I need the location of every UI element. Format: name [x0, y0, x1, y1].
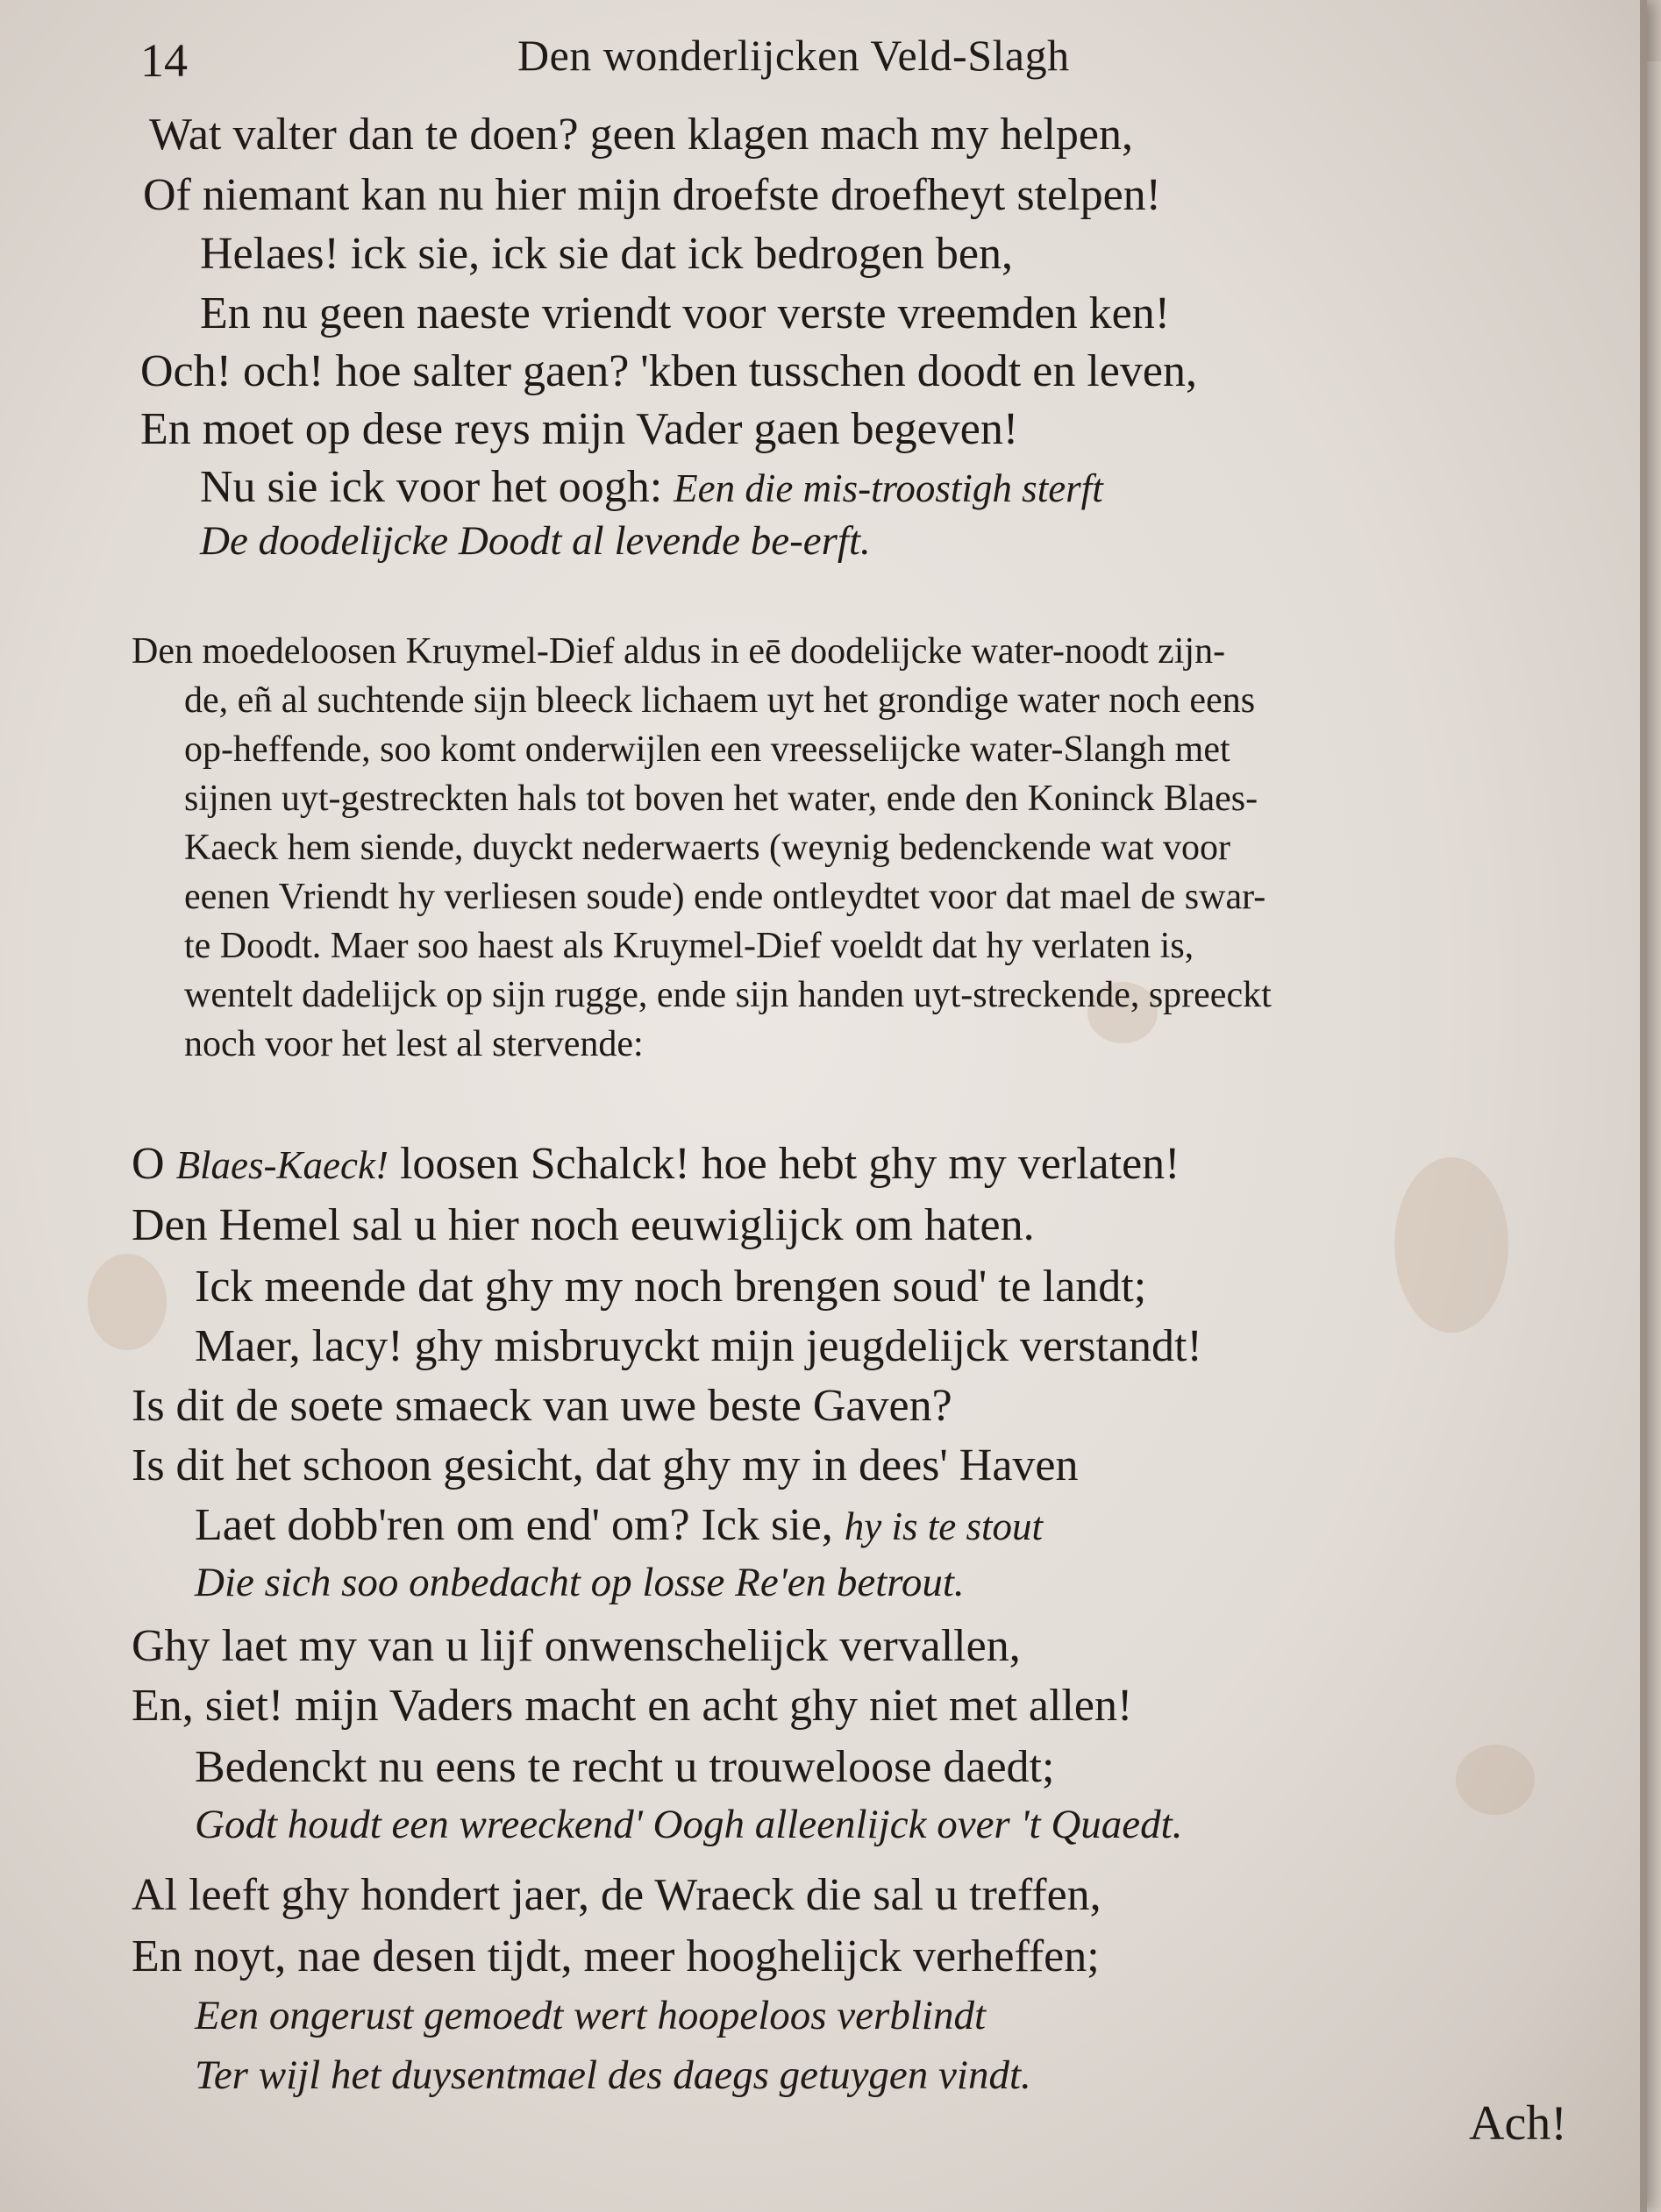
verse-line: Ghy laet my van u lijf onwenschelijck vervallen,	[132, 1621, 1021, 1671]
verse-line	[195, 1500, 1043, 1550]
verse-line: Den Hemel sal u hier noch eeuwiglijck om haten.	[132, 1200, 1035, 1250]
verse-roman: O	[132, 1139, 165, 1189]
verse-roman: Laet dobb'ren om end' om? Ick sie,	[195, 1500, 833, 1550]
verse-italic: Blaes-Kaeck!	[175, 1143, 389, 1187]
verse-line: Och! och! hoe salter gaen? 'kben tusschen doodt en leven,	[140, 346, 1197, 396]
verse-roman: loosen Schalck! hoe hebt ghy my verlaten!	[399, 1139, 1180, 1189]
verse-roman: Nu sie ick voor het oogh:	[200, 462, 663, 512]
verse-line: Of niemant kan nu hier mijn droefste droefheyt stelpen!	[143, 170, 1161, 220]
verse-line: Helaes! ick sie, ick sie dat ick bedrogen ben,	[200, 229, 1013, 279]
verse-line: Ter wijl het duysentmael des daegs getuygen vindt.	[195, 2052, 1031, 2098]
page-number: 14	[140, 34, 188, 87]
running-head	[132, 26, 1535, 88]
verse-line: Godt houdt een wreeckend' Oogh alleenlijck over 't Quaedt.	[195, 1802, 1183, 1847]
verse-line: Die sich soo onbedacht op losse Re'en betrout.	[195, 1560, 965, 1605]
prose-line: eenen Vriendt hy verliesen soude) ende ontleydtet voor dat mael de swar-	[184, 877, 1266, 917]
verse-line: Maer, lacy! ghy misbruyckt mijn jeugdelijck verstandt!	[195, 1321, 1202, 1371]
verse-italic: hy is te stout	[844, 1504, 1043, 1548]
prose-line: sijnen uyt-gestreckten hals tot boven het water, ende den Koninck Blaes-	[184, 779, 1258, 819]
verse-italic: Een die mis-troostigh sterft	[674, 466, 1103, 510]
verse-line: Is dit de soete smaeck van uwe beste Gaven?	[132, 1381, 952, 1431]
verse-line: Is dit het schoon gesicht, dat ghy my in dees' Haven	[132, 1440, 1079, 1490]
verse-line: De doodelijcke Doodt al levende be-erft.	[200, 518, 871, 564]
prose-line: wentelt dadelijck op sijn rugge, ende sijn handen uyt-streckende, spreeckt	[184, 975, 1272, 1015]
stain	[1394, 1157, 1508, 1333]
catchword: Ach!	[1469, 2096, 1567, 2151]
prose-line: te Doodt. Maer soo haest als Kruymel-Dief voeldt dat hy verlaten is,	[184, 926, 1194, 966]
stain	[1456, 1745, 1535, 1815]
verse-line: En noyt, nae desen tijdt, meer hooghelijck verheffen;	[132, 1931, 1100, 1981]
verse-line: En nu geen naeste vriendt voor verste vreemden ken!	[200, 288, 1171, 338]
verse-line: Een ongerust gemoedt wert hoopeloos verblindt	[195, 1993, 986, 2038]
verse-line: Wat valter dan te doen? geen klagen mach my helpen,	[149, 110, 1134, 160]
verse-line: Ick meende dat ghy my noch brengen soud' te landt;	[195, 1262, 1147, 1312]
verse-line: Bedenckt nu eens te recht u trouweloose daedt;	[195, 1742, 1055, 1792]
verse-line: Al leeft ghy hondert jaer, de Wraeck die sal u treffen,	[132, 1870, 1101, 1920]
verse-line	[200, 462, 1103, 512]
verse-line: En moet op dese reys mijn Vader gaen begeven!	[140, 404, 1019, 454]
prose-line: Kaeck hem siende, duyckt nederwaerts (weynig bedenckende wat voor	[184, 828, 1231, 868]
running-title: Den wonderlijcken Veld-Slagh	[517, 31, 1070, 80]
stain	[88, 1254, 167, 1350]
prose-line: op-heffende, soo komt onderwijlen een vreesselijcke water-Slangh met	[184, 729, 1230, 770]
verse-line	[132, 1139, 1180, 1189]
prose-line: noch voor het lest al stervende:	[184, 1024, 644, 1064]
prose-line: Den moedeloosen Kruymel-Dief aldus in eē doodelijcke water-noodt zijn-	[132, 631, 1226, 672]
prose-line: de, eñ al suchtende sijn bleeck lichaem uyt het grondige water noch eens	[184, 680, 1256, 721]
verse-line: En, siet! mijn Vaders macht en acht ghy niet met allen!	[132, 1681, 1133, 1731]
